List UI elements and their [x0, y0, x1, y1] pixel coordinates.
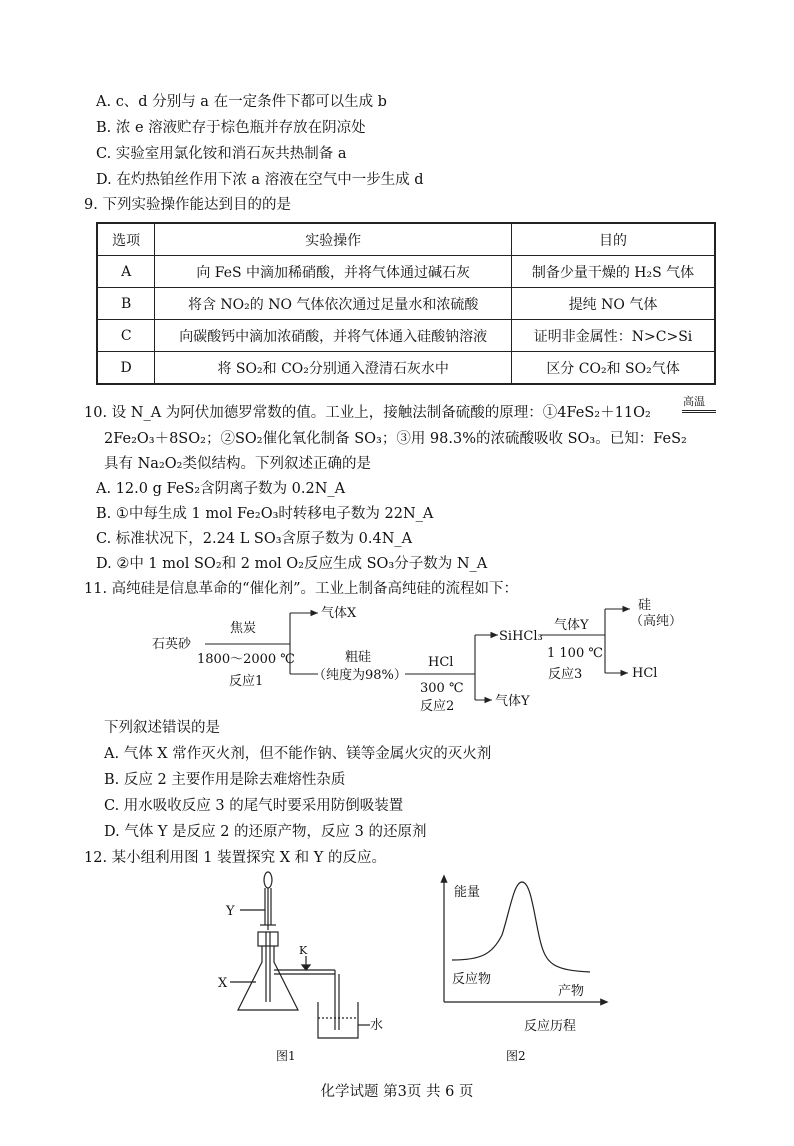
q10-line2: 2Fe₂O₃＋8SO₂；②SO₂催化氧化制备 SO₃；③用 98.3%的浓硫酸吸收 SO₃。已知：FeS₂ [104, 431, 687, 447]
flow-temp1: 1800～2000 ℃ [197, 652, 295, 667]
fig2-product: 产物 [558, 984, 585, 999]
q11-stem: 11. 高纯硅是信息革命的“催化剂”。工业上制备高纯硅的流程如下： [84, 581, 518, 597]
q11-option-b: B. 反应 2 主要作用是除去难熔性杂质 [104, 772, 346, 788]
fig2-caption: 图2 [506, 1049, 526, 1063]
q10-line1: 10. 设 N_A 为阿伏加德罗常数的值。工业上，接触法制备硫酸的原理：①4FeS₂＋11O₂ [84, 405, 651, 421]
flow-silicon: 硅 [638, 598, 652, 613]
row-operation: 将 SO₂和 CO₂分别通入澄清石灰水中 [155, 352, 512, 385]
row-goal: 制备少量干燥的 H₂S 气体 [512, 256, 715, 288]
q8-option-a: A. c、d 分别与 a 在一定条件下都可以生成 b [96, 94, 387, 110]
fig1-apparatus [210, 870, 390, 1070]
row-goal: 区分 CO₂和 SO₂气体 [512, 352, 715, 385]
flow-sihcl3: SiHCl₃ [499, 629, 543, 644]
row-option: C [97, 320, 155, 352]
flow-reaction1: 反应1 [229, 674, 264, 689]
q8-option-d: D. 在灼热铂丝作用下浓 a 溶液在空气中一步生成 d [96, 172, 424, 188]
row-goal: 提纯 NO 气体 [512, 288, 715, 320]
flow-crude-si: 粗硅 [345, 650, 372, 665]
fig1-caption: 图1 [276, 1049, 296, 1063]
q11-option-c: C. 用水吸收反应 3 的尾气时要采用防倒吸装置 [104, 798, 404, 814]
flow-coke: 焦炭 [230, 621, 257, 636]
q10-option-b: B. ①中每生成 1 mol Fe₂O₃时转移电子数为 22N_A [96, 506, 434, 522]
fig2-xlabel: 反应历程 [524, 1019, 577, 1034]
q8-option-b: B. 浓 e 溶液贮存于棕色瓶并存放在阴凉处 [96, 120, 366, 136]
flow-temp2: 300 ℃ [420, 681, 464, 696]
fig2-energy-diagram [430, 870, 620, 1070]
flow-hcl-in: HCl [428, 655, 454, 670]
header-operation: 实验操作 [155, 223, 512, 256]
q12-stem: 12. 某小组利用图 1 装置探究 X 和 Y 的反应。 [84, 850, 386, 866]
q11-option-a: A. 气体 X 常作灭火剂，但不能作钠、镁等金属火灾的灭火剂 [104, 746, 492, 762]
flow-high-purity: （高纯） [630, 614, 683, 629]
flow-gas-x: 气体X [321, 606, 357, 621]
row-operation: 向碳酸钙中滴加浓硝酸，并将气体通入硅酸钠溶液 [155, 320, 512, 352]
row-operation: 向 FeS 中滴加稀硝酸，并将气体通过碱石灰 [155, 256, 512, 288]
page-footer: 化学试题 第3页 共 6 页 [320, 1084, 474, 1100]
row-option: A [97, 256, 155, 288]
flow-quartz-sand: 石英砂 [152, 637, 192, 652]
header-option: 选项 [97, 223, 155, 256]
table-row [97, 256, 715, 288]
flow-reaction3: 反应3 [548, 667, 583, 682]
header-goal: 目的 [512, 223, 715, 256]
q10-option-a: A. 12.0 g FeS₂含阴离子数为 0.2N_A [96, 481, 346, 497]
q10-condition: 高温 [683, 395, 705, 408]
flow-temp3: 1 100 ℃ [547, 646, 603, 661]
row-goal: 证明非金属性：N>C>Si [512, 320, 715, 352]
row-operation: 将含 NO₂的 NO 气体依次通过足量水和浓硫酸 [155, 288, 512, 320]
table-row [97, 320, 715, 352]
table-row [97, 288, 715, 320]
fig1-label-water: 水 [370, 1018, 384, 1033]
fig2-ylabel: 能量 [454, 885, 481, 900]
flow-hcl-out: HCl [632, 666, 658, 681]
flow-gas-y-in: 气体Y [554, 618, 589, 633]
row-option: B [97, 288, 155, 320]
q11-flow-diagram [0, 595, 794, 720]
flow-purity: （纯度为98%） [313, 668, 407, 683]
table-header-row [97, 223, 715, 256]
flow-gas-y-out: 气体Y [495, 694, 530, 709]
q10-option-d: D. ②中 1 mol SO₂和 2 mol O₂反应生成 SO₃分子数为 N_A [96, 556, 488, 572]
reaction-arrow-equals [682, 410, 716, 413]
fig2-reactant: 反应物 [452, 972, 492, 987]
q9-stem: 9. 下列实验操作能达到目的的是 [84, 197, 291, 213]
q8-option-c: C. 实验室用氯化铵和消石灰共热制备 a [96, 146, 347, 162]
fig1-label-y: Y [226, 904, 235, 919]
fig1-label-k: K [299, 944, 308, 957]
q11-sub-stem: 下列叙述错误的是 [104, 720, 220, 736]
fig1-label-x: X [218, 976, 228, 991]
table-row [97, 352, 715, 385]
q9-table [96, 222, 716, 385]
q10-line3: 具有 Na₂O₂类似结构。下列叙述正确的是 [104, 456, 371, 472]
row-option: D [97, 352, 155, 385]
flow-reaction2: 反应2 [420, 699, 455, 714]
q11-option-d: D. 气体 Y 是反应 2 的还原产物，反应 3 的还原剂 [104, 824, 427, 840]
q10-option-c: C. 标准状况下，2.24 L SO₃含原子数为 0.4N_A [96, 531, 413, 547]
